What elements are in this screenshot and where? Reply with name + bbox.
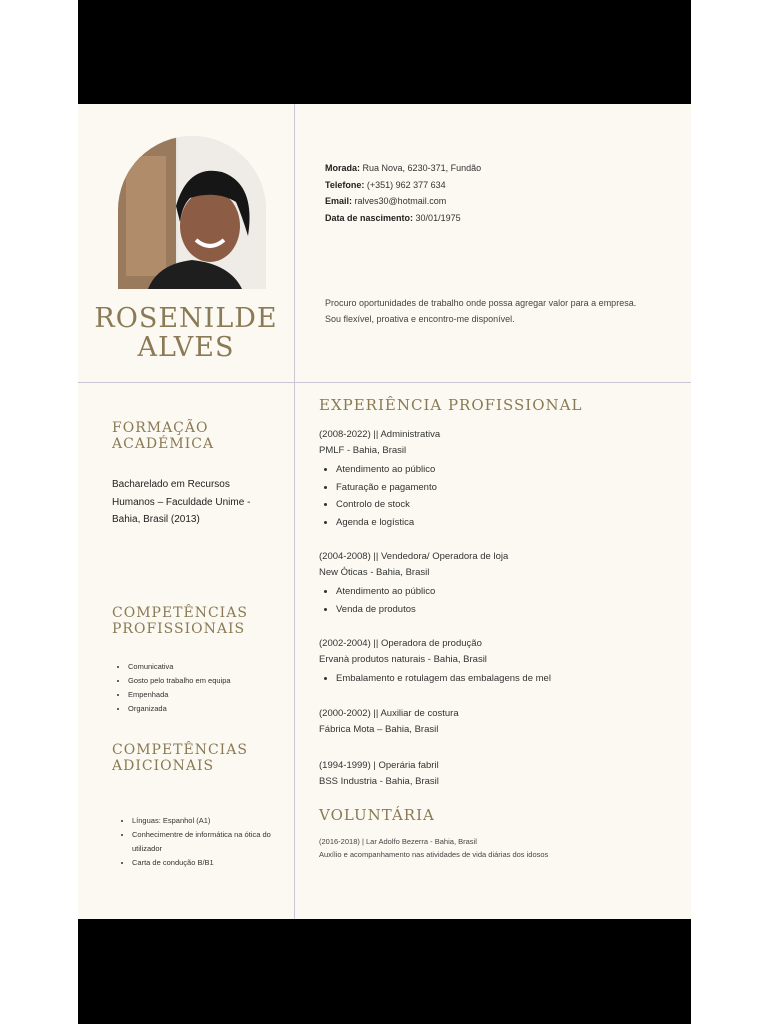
birth-label: Data de nascimento: bbox=[325, 212, 414, 223]
address-value: Rua Nova, 6230-371, Fundão bbox=[362, 163, 482, 173]
list-item: • Atendimento ao público bbox=[336, 583, 435, 601]
list-item: • Conhecimentre de informática na ótica do utilizador bbox=[132, 828, 282, 856]
job-tasks bbox=[319, 461, 437, 531]
birth-line bbox=[325, 210, 481, 227]
skills-title-line1: COMPETÊNCIAS bbox=[112, 605, 248, 621]
top-black-bar bbox=[78, 0, 691, 104]
volunteer-title: VOLUNTÁRIA bbox=[319, 806, 435, 824]
job-place: New Óticas - Bahia, Brasil bbox=[319, 567, 430, 578]
list-item: • Embalamento e rotulagem das embalagens de mel bbox=[336, 670, 551, 688]
job-period: (2008-2022) || Administrativa bbox=[319, 429, 441, 440]
address-line bbox=[325, 160, 481, 177]
list-item: • Gosto pelo trabalho em equipa bbox=[128, 674, 288, 688]
last-name: ALVES bbox=[137, 332, 235, 363]
phone-label: Telefone: bbox=[325, 179, 365, 190]
profile-photo bbox=[118, 136, 266, 289]
skills-title bbox=[112, 605, 248, 637]
education-degree: Bacharelado em Recursos Humanos – Faculdade Unime - Bahia, Brasil (2013) bbox=[112, 479, 251, 525]
email-value: ralves30@hotmail.com bbox=[354, 196, 447, 206]
phone-value: (+351) 962 377 634 bbox=[366, 179, 446, 190]
list-item: • Empenhada bbox=[128, 688, 288, 702]
birth-value: 30/01/1975 bbox=[415, 212, 461, 223]
first-name: ROSENILDE bbox=[94, 303, 278, 334]
job-place: Ervanà produtos naturais - Bahia, Brasil bbox=[319, 654, 487, 665]
skills-list bbox=[114, 660, 288, 716]
job-period: (2002-2004) || Operadora de produção bbox=[319, 638, 482, 649]
job-period: (2004-2008) || Vendedora/ Operadora de loja bbox=[319, 551, 509, 562]
list-item: • Agenda e logística bbox=[336, 514, 437, 532]
job-entry bbox=[319, 636, 487, 668]
additional-title-line1: COMPETÊNCIAS bbox=[112, 742, 248, 758]
job-place: Fábrica Mota – Bahia, Brasil bbox=[319, 724, 439, 735]
full-name bbox=[78, 304, 294, 362]
additional-title bbox=[112, 742, 248, 774]
list-item: • Carta de condução B/B1 bbox=[132, 856, 282, 870]
job-entry bbox=[319, 706, 459, 738]
profile-photo-image bbox=[118, 136, 266, 289]
list-item: • Venda de produtos bbox=[336, 601, 435, 619]
job-period: (1994-1999) | Operária fabril bbox=[319, 760, 439, 771]
education-title-line2: ACADÉMICA bbox=[112, 436, 215, 452]
list-item: • Línguas: Espanhol (A1) bbox=[132, 814, 282, 828]
list-item: • Faturação e pagamento bbox=[336, 479, 437, 497]
volunteer-line: (2016-2018) | Lar Adolfo Bezerra - Bahia, Brasil bbox=[319, 837, 477, 846]
list-item: • Atendimento ao público bbox=[336, 461, 437, 479]
additional-title-line2: ADICIONAIS bbox=[112, 758, 215, 774]
education-title-line1: FORMAÇÃO bbox=[112, 420, 209, 436]
contact-block bbox=[325, 160, 481, 226]
bottom-black-bar bbox=[78, 919, 691, 1024]
volunteer-description: Auxílio e acompanhamento nas atividades de vida diárias dos idosos bbox=[319, 850, 549, 859]
job-place: BSS Industria - Bahia, Brasil bbox=[319, 776, 439, 787]
phone-line bbox=[325, 177, 481, 194]
resume-page bbox=[78, 104, 691, 919]
profile-summary: Procuro oportunidades de trabalho onde possa agregar valor para a empresa. Sou flexível, proativa e encontro-me disponível. bbox=[325, 298, 637, 324]
list-item: • Organizada bbox=[128, 702, 288, 716]
job-entry bbox=[319, 427, 440, 459]
skills-title-line2: PROFISSIONAIS bbox=[112, 621, 246, 637]
job-tasks bbox=[319, 670, 551, 688]
job-tasks bbox=[319, 583, 435, 618]
list-item: • Comunicativa bbox=[128, 660, 288, 674]
experience-title: EXPERIÊNCIA PROFISSIONAL bbox=[319, 396, 583, 414]
email-label: Email: bbox=[325, 196, 353, 206]
address-label: Morada: bbox=[325, 163, 361, 173]
email-line bbox=[325, 193, 481, 210]
job-entry bbox=[319, 758, 439, 790]
job-place: PMLF - Bahia, Brasil bbox=[319, 445, 407, 456]
education-title bbox=[112, 420, 214, 452]
column-divider bbox=[294, 104, 295, 919]
additional-list bbox=[118, 814, 282, 870]
list-item: • Controlo de stock bbox=[336, 496, 437, 514]
job-period: (2000-2002) || Auxiliar de costura bbox=[319, 708, 459, 719]
job-entry bbox=[319, 549, 508, 581]
header-divider bbox=[78, 382, 691, 383]
